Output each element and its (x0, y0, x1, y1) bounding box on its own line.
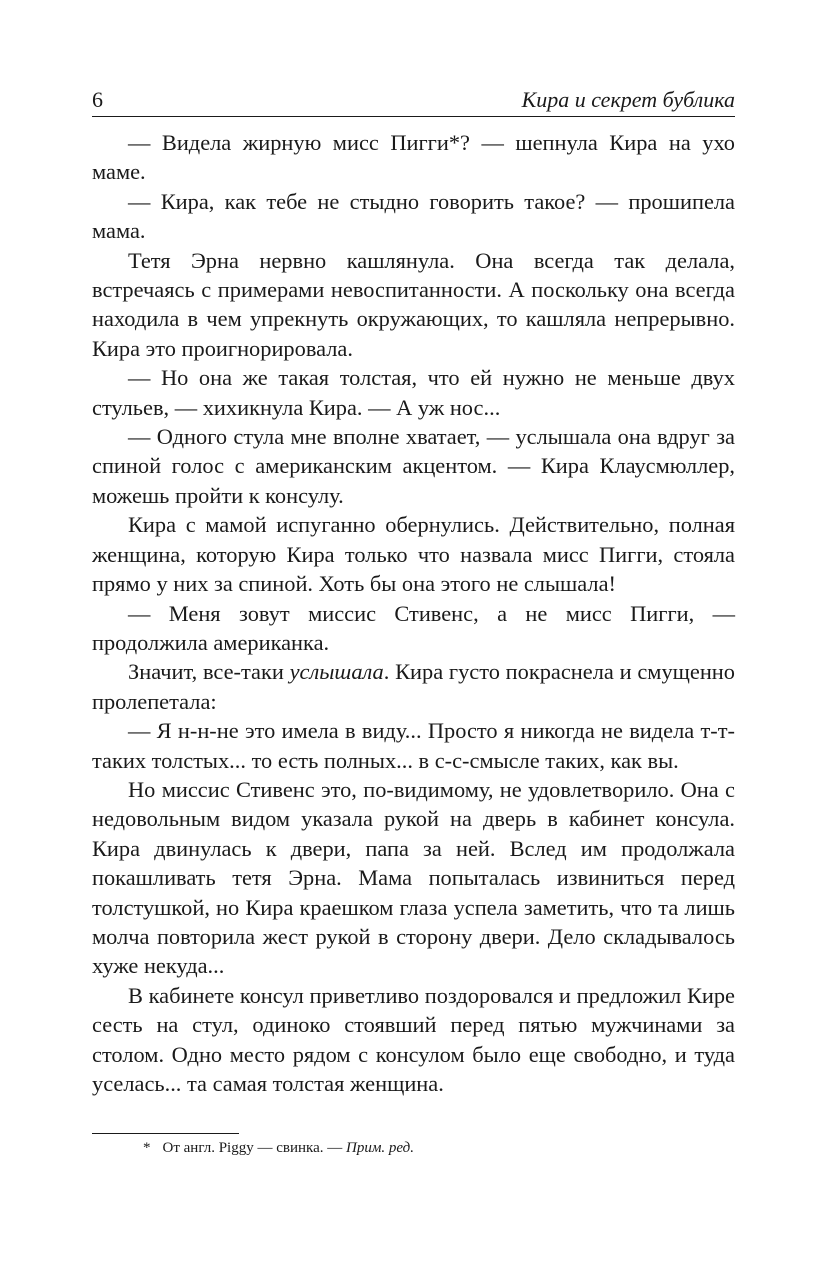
paragraph: Тетя Эрна нервно кашлянула. Она всегда так делала, встречаясь с примерами невоспитанности. А поскольку она всегда находила в чем упрекнуть окружающих, то кашляла непрерывно. Кира это проигнорировала. (92, 247, 735, 361)
paragraph: — Видела жирную мисс Пигги*? — шепнула Кира на ухо маме. (92, 130, 735, 185)
paragraph: — Одного стула мне вполне хватает, — услышала она вдруг за спиной голос с американским акцентом. — Кира Клаусмюллер, можешь пройти к консулу. (92, 424, 735, 508)
paragraph-text: . Кира густо покраснела и смущенно пролепетала: (92, 659, 735, 714)
paragraph: — Я н-н-не это имела в виду... Просто я никогда не видела т-т-таких толстых... то есть полных... в с-с-смысле таких, как вы. (92, 718, 735, 773)
page-number: 6 (92, 87, 103, 112)
paragraph (92, 657, 735, 716)
body-text (92, 128, 735, 1098)
footnote-marker: * (143, 1140, 151, 1156)
paragraph-text: Значит, все-таки (128, 659, 290, 685)
footnote (143, 1139, 414, 1157)
footnote-divider (92, 1133, 239, 1134)
paragraph: — Меня зовут миссис Стивенс, а не мисс Пигги, — продолжила американка. (92, 600, 735, 655)
paragraph: В кабинете консул приветливо поздоровался и предложил Кире сесть на стул, одиноко стоявший перед пятью мужчинами за столом. Одно место рядом с консулом было еще свободно, и туда уселась... та самая толстая женщина. (92, 982, 735, 1096)
footnote-text: От англ. Piggy — свинка. — (162, 1140, 346, 1156)
emphasized-word: услышала (289, 659, 384, 685)
running-title: Кира и секрет бублика (521, 87, 735, 112)
footnote-editor-note: Прим. ред. (345, 1140, 415, 1156)
page-header (92, 86, 735, 117)
paragraph: Кира с мамой испуганно обернулись. Действительно, полная женщина, которую Кира только что назвала мисс Пигги, стояла прямо у них за спиной. Хоть бы она этого не слышала! (92, 512, 735, 597)
paragraph: — Кира, как тебе не стыдно говорить такое? — прошипела мама. (92, 188, 735, 244)
paragraph: Но миссис Стивенс это, по-видимому, не удовлетворило. Она с недовольным видом указала рукой на дверь в кабинет консула. Кира двинулась к двери, папа за ней. Вслед им продолжала покашливать тетя Эрна. Мама попыталась извиниться перед толстушкой, но Кира краешком глаза успела заметить, что та лишь молча повторила жест рукой в сторону двери. Дело складывалось хуже некуда... (92, 776, 735, 979)
paragraph: — Но она же такая толстая, что ей нужно не меньше двух стульев, — хихикнула Кира. — А уж нос... (92, 365, 735, 420)
